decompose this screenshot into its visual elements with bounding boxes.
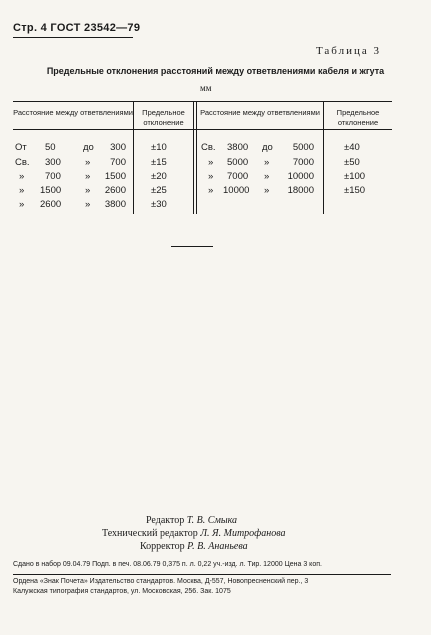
row-mid: » (85, 185, 91, 196)
footer-rule (13, 574, 391, 575)
credit-tech-editor (102, 528, 286, 539)
row-to: 18000 (287, 185, 314, 196)
row-deviation: ±15 (151, 157, 167, 168)
row-deviation: ±50 (344, 157, 360, 168)
row-to: 10000 (287, 171, 314, 182)
row-mid: до (262, 142, 273, 153)
row-to: 1500 (104, 171, 126, 182)
col-header-deviation-left: Предельное отклонение (142, 108, 185, 127)
units-label: мм (200, 83, 212, 93)
row-prefix: » (19, 185, 25, 196)
publisher-line: Ордена «Знак Почета» Издательство стандартов. Москва, Д-557, Новопресненский пер., 3 (13, 578, 309, 585)
printer-line: Калужская типография стандартов, ул. Московская, 256. Зак. 1075 (13, 588, 231, 595)
credit-name: Р. В. Ананьева (187, 541, 248, 552)
row-deviation: ±20 (151, 171, 167, 182)
table-header-rule (13, 129, 392, 130)
col-header-distance-right: Расстояние между ответвлениями (200, 108, 320, 117)
row-to: 3800 (104, 199, 126, 210)
row-deviation: ±10 (151, 142, 167, 153)
row-from: 700 (45, 171, 61, 182)
row-mid: » (85, 171, 91, 182)
imprint-line: Сдано в набор 09.04.79 Подп. в печ. 08.06.79 0,375 п. л. 0,22 уч.-изд. л. Тир. 12000 Цена 3 коп. (13, 561, 322, 568)
row-prefix: » (19, 199, 25, 210)
row-from: 3800 (227, 142, 249, 153)
row-from: 7000 (227, 171, 249, 182)
row-from: 5000 (227, 157, 249, 168)
col-header-distance-left: Расстояние между ответвлениями (13, 108, 133, 117)
row-from: 1500 (40, 185, 62, 196)
credit-corrector (140, 541, 248, 552)
row-mid: » (264, 185, 270, 196)
table-top-rule (13, 101, 392, 102)
credit-editor (146, 515, 237, 526)
row-to: 5000 (292, 142, 314, 153)
credit-role: Корректор (140, 541, 185, 552)
col-header-deviation-right: Предельное отклонение (336, 108, 380, 127)
credit-name: Т. В. Смыка (186, 515, 238, 526)
header-rule (13, 37, 133, 38)
row-prefix: » (208, 185, 214, 196)
row-prefix: » (208, 157, 214, 168)
row-prefix: Св. (201, 142, 216, 153)
row-from: 10000 (223, 185, 250, 196)
row-to: 7000 (292, 157, 314, 168)
row-mid: до (83, 142, 94, 153)
row-deviation: ±40 (344, 142, 360, 153)
table-label: Таблица 3 (315, 45, 381, 57)
row-prefix: » (19, 171, 25, 182)
row-deviation: ±30 (151, 199, 167, 210)
table-end-rule (171, 246, 213, 247)
row-prefix: » (208, 171, 214, 182)
row-mid: » (264, 171, 270, 182)
row-deviation: ±25 (151, 185, 167, 196)
row-mid: » (264, 157, 270, 168)
row-prefix: От (15, 142, 27, 153)
row-deviation: ±150 (344, 185, 366, 196)
row-prefix: Св. (15, 157, 30, 168)
page-header: Стр. 4 ГОСТ 23542—79 (13, 22, 141, 34)
credit-role: Технический редактор (102, 528, 198, 539)
row-from: 2600 (40, 199, 62, 210)
table-title: Предельные отклонения расстояний между ответвлениями кабеля и жгута (46, 66, 385, 76)
credit-role: Редактор (146, 515, 185, 526)
row-to: 2600 (104, 185, 126, 196)
row-mid: » (85, 199, 91, 210)
credit-name: Л. Я. Митрофанова (200, 528, 286, 539)
row-to: 700 (110, 157, 126, 168)
row-mid: » (85, 157, 91, 168)
row-from: 300 (45, 157, 61, 168)
row-deviation: ±100 (344, 171, 366, 182)
row-from: 50 (45, 142, 56, 153)
row-to: 300 (110, 142, 126, 153)
